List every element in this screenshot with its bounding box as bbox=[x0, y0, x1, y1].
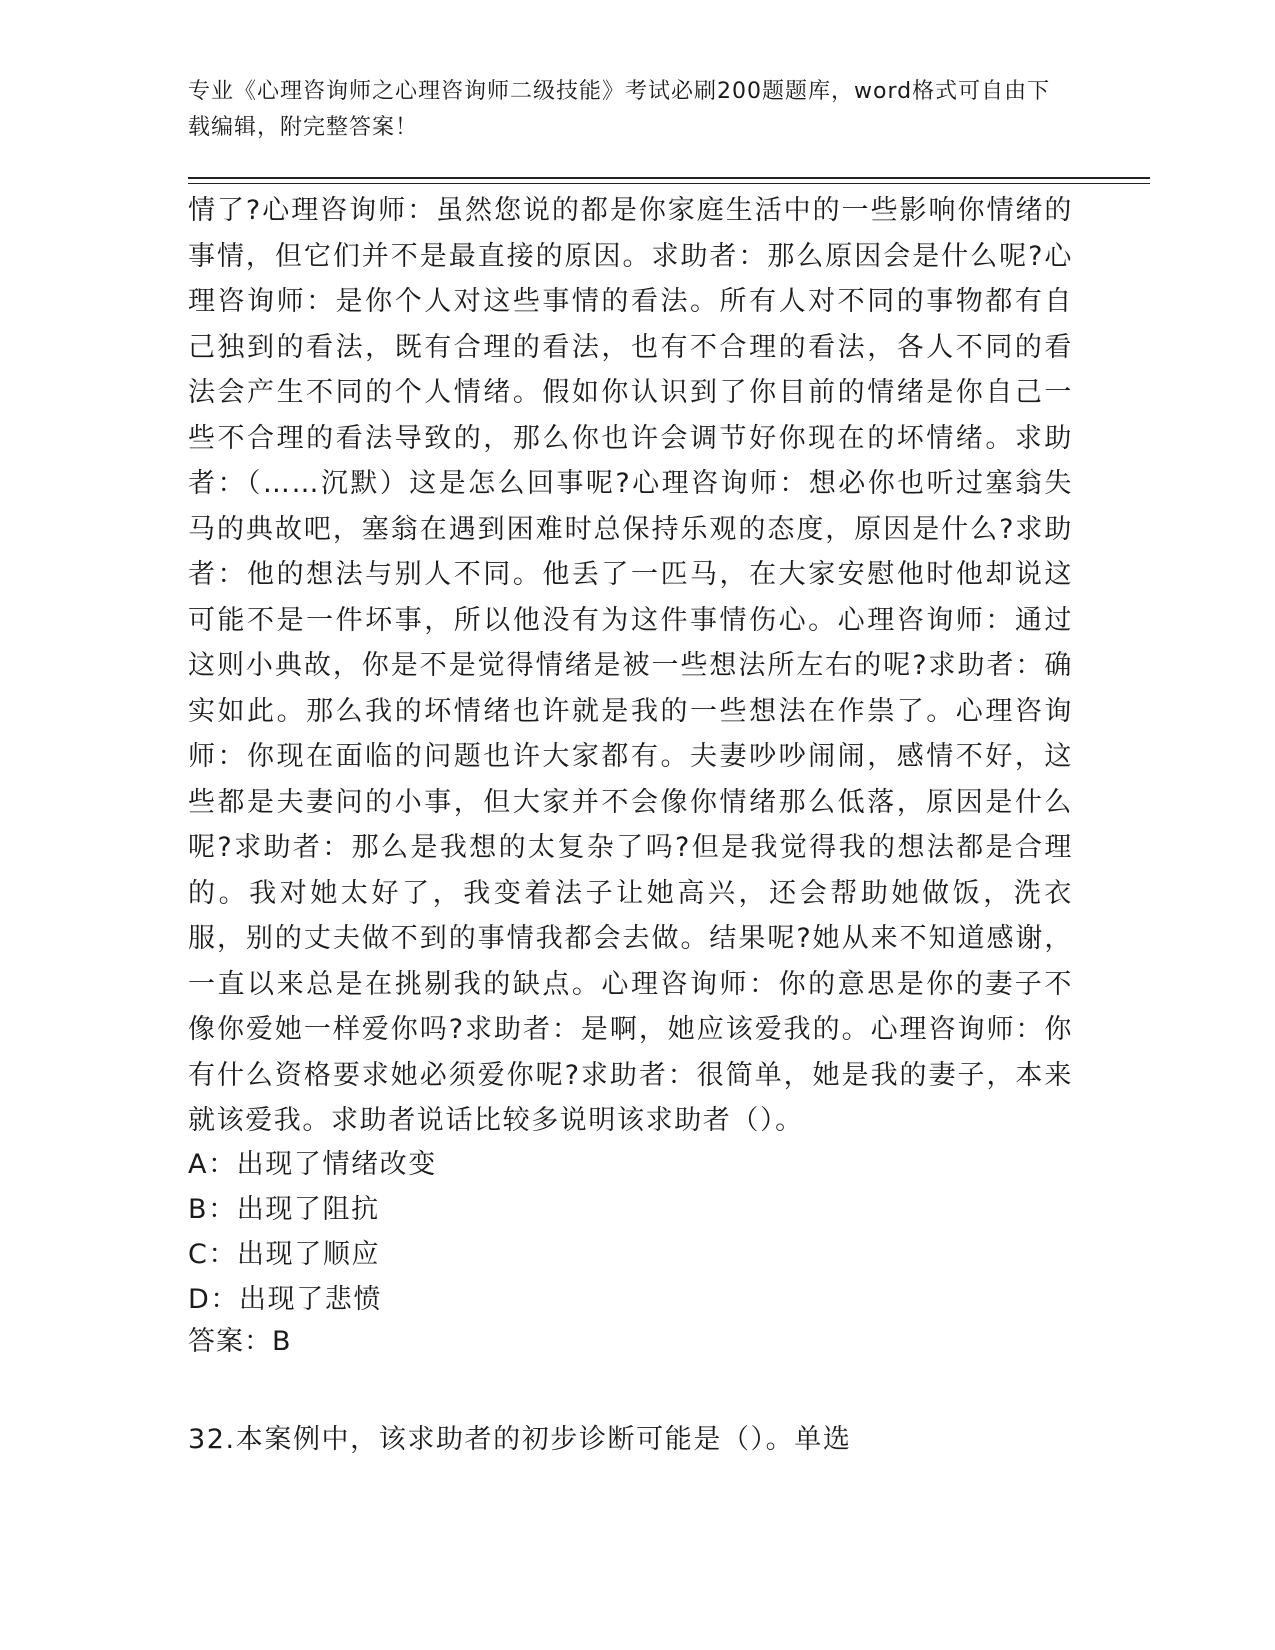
question-passage: 情了?心理咨询师：虽然您说的都是你家庭生活中的一些影响你情绪的事情，但它们并不是最直接的原因。求助者：那么原因会是什么呢?心理咨询师：是你个人对这些事情的看法。所有人对不同的事物都有自己独到的看法，既有合理的看法，也有不合理的看法，各人不同的看法会产生不同的个人情绪。假如你认识到了你目前的情绪是你自己一些不合理的看法导致的，那么你也许会调节好你现在的坏情绪。求助者：（……沉默）这是怎么回事呢?心理咨询师：想必你也听过塞翁失马的典故吧，塞翁在遇到困难时总保持乐观的态度，原因是什么?求助者：他的想法与别人不同。他丢了一匹马，在大家安慰他时他却说这可能不是一件坏事，所以他没有为这件事情伤心。心理咨询师：通过这则小典故，你是不是觉得情绪是被一些想法所左右的呢?求助者：确实如此。那么我的坏情绪也许就是我的一些想法在作祟了。心理咨询师：你现在面临的问题也许大家都有。夫妻吵吵闹闹，感情不好，这些都是夫妻问的小事，但大家并不会像你情绪那么低落，原因是什么呢?求助者：那么是我想的太复杂了吗?但是我觉得我的想法都是合理的。我对她太好了，我变着法子让她高兴，还会帮助她做饭，洗衣服，别的丈夫做不到的事情我都会去做。结果呢?她从来不知道感谢，一直以来总是在挑剔我的缺点。心理咨询师：你的意思是你的妻子不像你爱她一样爱你吗?求助者：是啊，她应该爱我的。心理咨询师：你有什么资格要求她必须爱你呢?求助者：很简单，她是我的妻子，本来就该爱我。求助者说话比较多说明该求助者（）。 bbox=[188, 195, 1073, 1136]
next-question-stem: 32.本案例中，该求助者的初步诊断可能是（）。单选 bbox=[188, 1424, 852, 1455]
header-divider-thin bbox=[188, 183, 1150, 184]
answer-options bbox=[188, 1142, 1068, 1322]
option-a: A：出现了情绪改变 bbox=[188, 1149, 437, 1180]
option-c: C：出现了顺应 bbox=[188, 1239, 381, 1270]
option-d: D：出现了悲愤 bbox=[188, 1284, 382, 1315]
option-b: B：出现了阻抗 bbox=[188, 1194, 380, 1225]
header-divider-thick bbox=[188, 177, 1150, 179]
document-header: 专业《心理咨询师之心理咨询师二级技能》考试必刷200题题库，word格式可自由下载编辑，附完整答案！ bbox=[188, 79, 1051, 140]
answer-line: 答案：B bbox=[188, 1326, 292, 1357]
